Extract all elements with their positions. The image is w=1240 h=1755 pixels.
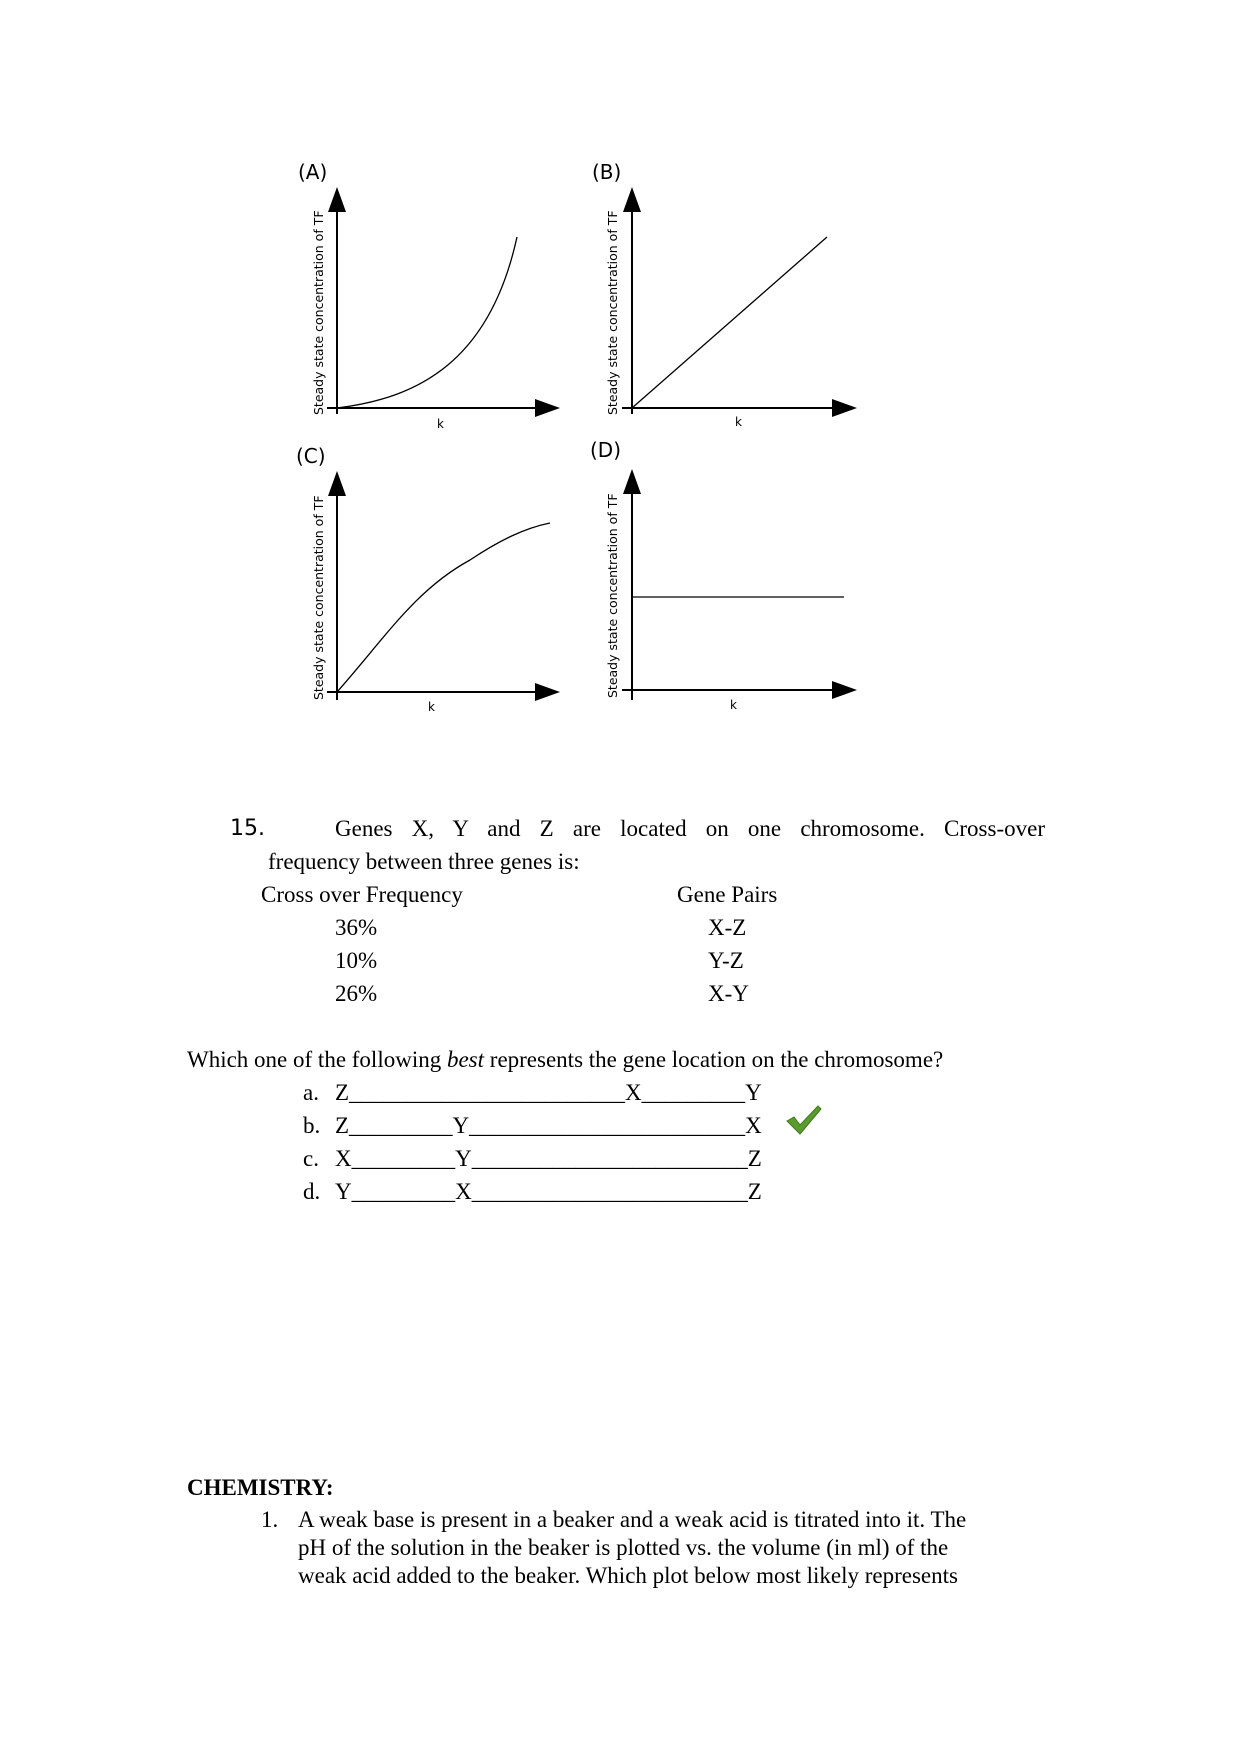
panel-b-label: (B) [592,160,622,184]
option-c[interactable]: X_________Y________________________Z [335,1146,762,1171]
panel-a-ylabel: Steady state concentration of TF [311,210,326,415]
table-cell-frequency: 10% [335,948,378,973]
panel-c-xlabel: k [428,700,435,714]
table-cell-pair: X-Z [708,915,747,940]
panel-b-x-arrow [832,399,857,417]
panel-a-y-arrow [328,187,346,212]
panel-a [298,160,560,431]
table-cell-pair: Y-Z [708,948,744,973]
panel-c-curve [337,523,550,692]
panel-c-y-arrow [328,471,346,496]
panel-a-label: (A) [298,160,328,184]
checkmark-icon [785,1103,823,1137]
panel-b-ylabel: Steady state concentration of TF [605,210,620,415]
panel-d-y-arrow [623,469,641,494]
prompt-emphasis: best [446,1047,485,1072]
section-heading: CHEMISTRY: [187,1475,334,1500]
panel-a-x-arrow [535,399,560,417]
prompt-text-after: represents the gene location on the chromosome? [484,1047,944,1072]
panel-a-curve [337,237,517,408]
option-d[interactable]: Y_________X________________________Z [335,1179,762,1204]
panel-b-xlabel: k [735,415,742,429]
option-letter: b. [303,1113,321,1138]
table-cell-frequency: 36% [335,915,378,940]
question-prompt [187,1047,943,1073]
question-number: 1. [261,1507,279,1532]
table-header-frequency: Cross over Frequency [261,882,463,907]
panel-d-label: (D) [590,438,622,462]
question-line-2: frequency between three genes is: [268,849,580,874]
tf-figure [0,0,1240,760]
option-letter: d. [303,1179,321,1204]
panel-d [590,438,857,712]
panel-b-line [632,237,827,408]
table-cell-pair: X-Y [708,981,749,1006]
panel-d-ylabel: Steady state concentration of TF [605,493,620,698]
table-cell-frequency: 26% [335,981,378,1006]
panel-c-x-arrow [535,683,560,701]
question-number: 15. [230,816,265,841]
panel-b [592,160,857,429]
option-b[interactable]: Z_________Y________________________X [335,1113,762,1138]
panel-d-xlabel: k [730,698,737,712]
question-line: A weak base is present in a beaker and a weak acid is titrated into it. The [298,1507,967,1532]
panel-b-y-arrow [623,187,641,212]
question-line: weak acid added to the beaker. Which plot below most likely represents [298,1563,958,1588]
option-letter: a. [303,1080,319,1105]
panel-a-xlabel: k [437,417,444,431]
prompt-text-before: Which one of the following [187,1047,447,1072]
panel-c-label: (C) [296,444,326,468]
question-line: pH of the solution in the beaker is plotted vs. the volume (in ml) of the [298,1535,949,1560]
table-header-pairs: Gene Pairs [677,882,778,907]
question-line-1: Genes X, Y and Z are located on one chromosome. Cross-over [335,816,1045,841]
option-a[interactable]: Z________________________X_________Y [335,1080,762,1105]
panel-c [296,444,560,714]
panel-d-x-arrow [832,681,857,699]
panel-c-ylabel: Steady state concentration of TF [311,495,326,700]
option-letter: c. [303,1146,319,1171]
